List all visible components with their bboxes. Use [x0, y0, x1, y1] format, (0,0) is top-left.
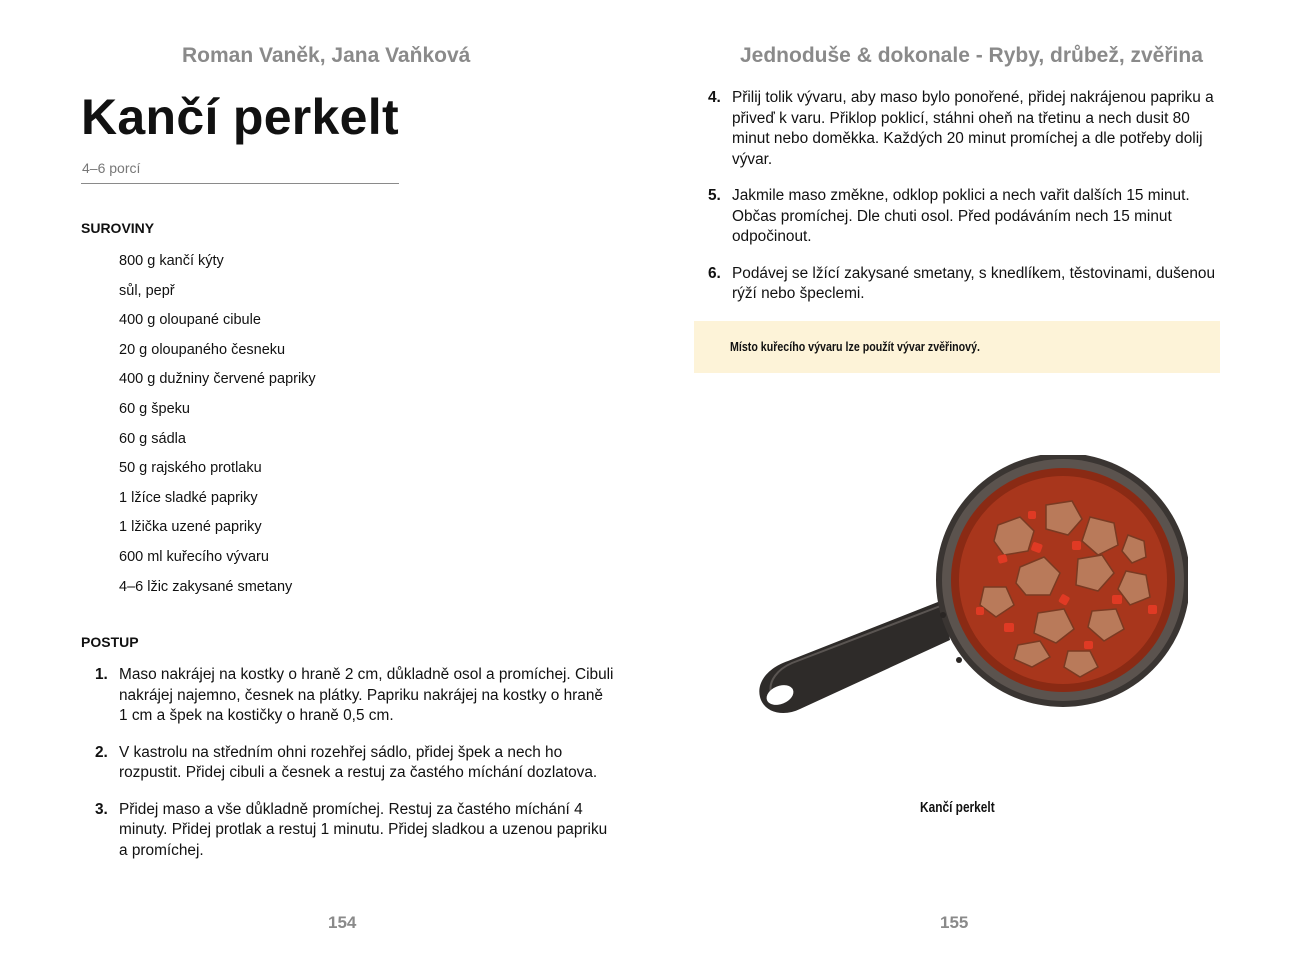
- step-number: 5.: [708, 187, 721, 204]
- step-text: Jakmile maso změkne, odklop poklici a nech vařit dalších 15 minut. Občas promíchej. Dle chuti osol. Před podáváním nech 15 minut odpočinout.: [732, 187, 1190, 245]
- method-heading: POSTUP: [81, 634, 139, 650]
- ingredient-item: 1 lžička uzené papriky: [119, 519, 262, 536]
- ingredient-item: 400 g oloupané cibule: [119, 312, 261, 329]
- ingredient-item: 400 g dužniny červené papriky: [119, 371, 316, 388]
- page-number-left: 154: [328, 913, 357, 932]
- title-divider: [81, 183, 399, 184]
- ingredient-item: 20 g oloupaného česneku: [119, 341, 286, 358]
- method-step: [708, 264, 1228, 305]
- right-page: [650, 0, 1300, 975]
- step-text: Přilij tolik vývaru, aby maso bylo ponořené, přidej nakrájenou papriku a přiveď k varu. Přiklop poklicí, stáhni oheň na třetinu a nech dusit 80 minut nebo doměkka. Každých 20 minut promíchej a dle potřeby dolij vývar.: [732, 89, 1214, 168]
- step-number: 2.: [95, 743, 108, 761]
- page-number-right: 155: [940, 913, 969, 932]
- ingredients-list: [119, 250, 316, 605]
- running-head-book-title: Jednoduše & dokonale - Ryby, drůbež, zvěřina: [740, 44, 1203, 67]
- method-steps-right: [708, 88, 1228, 305]
- ingredient-item: sůl, pepř: [119, 282, 175, 299]
- method-step: [95, 665, 615, 727]
- stew-pan-photo: [728, 455, 1188, 725]
- recipe-title: Kančí perkelt: [81, 89, 399, 145]
- step-text: Maso nakrájej na kostky o hraně 2 cm, důkladně osol a promíchej. Cibuli nakrájej najemno, česnek na plátky. Papriku nakrájej na kostky o hraně 1 cm a špek na kostičky o hraně 0,5 cm.: [119, 666, 614, 724]
- ingredient-item: 4–6 lžic zakysané smetany: [119, 578, 293, 595]
- ingredients-heading: SUROVINY: [81, 220, 155, 236]
- ingredient-item: 60 g špeku: [119, 400, 190, 417]
- running-head-authors: Roman Vaněk, Jana Vaňková: [182, 44, 471, 67]
- ingredient-item: 800 g kančí kýty: [119, 253, 224, 269]
- step-number: 3.: [95, 800, 108, 818]
- step-text: V kastrolu na středním ohni rozehřej sádlo, přidej špek a nech ho rozpustit. Přidej cibuli a česnek a restuj za častého míchání dozlatova.: [119, 743, 598, 781]
- tip-box: [694, 321, 1220, 373]
- ingredient-item: 50 g rajského protlaku: [119, 460, 262, 477]
- step-number: 6.: [708, 264, 721, 282]
- method-step: [708, 88, 1228, 170]
- step-number: 4.: [708, 89, 721, 106]
- method-step: [95, 800, 615, 862]
- portions-label: 4–6 porcí: [82, 160, 141, 176]
- method-steps-left: [95, 665, 615, 861]
- tip-text: Místo kuřecího vývaru lze použít vývar zvěřinový.: [730, 339, 981, 354]
- ingredient-item: 600 ml kuřecího vývaru: [119, 548, 269, 565]
- ingredient-item: 1 lžíce sladké papriky: [119, 489, 258, 506]
- method-step: [708, 186, 1228, 248]
- photo-caption: Kančí perkelt: [920, 800, 995, 816]
- ingredient-item: 60 g sádla: [119, 430, 186, 447]
- pan-handle: [759, 600, 950, 713]
- step-text: Přidej maso a vše důkladně promíchej. Restuj za častého míchání 4 minuty. Přidej protlak a restuj 1 minutu. Přidej sladkou a uzenou papriku a promíchej.: [119, 800, 608, 859]
- step-number: 1.: [95, 666, 108, 683]
- method-step: [95, 743, 615, 784]
- step-text: Podávej se lžící zakysané smetany, s knedlíkem, těstovinami, dušenou rýží nebo špeclemi.: [732, 264, 1216, 302]
